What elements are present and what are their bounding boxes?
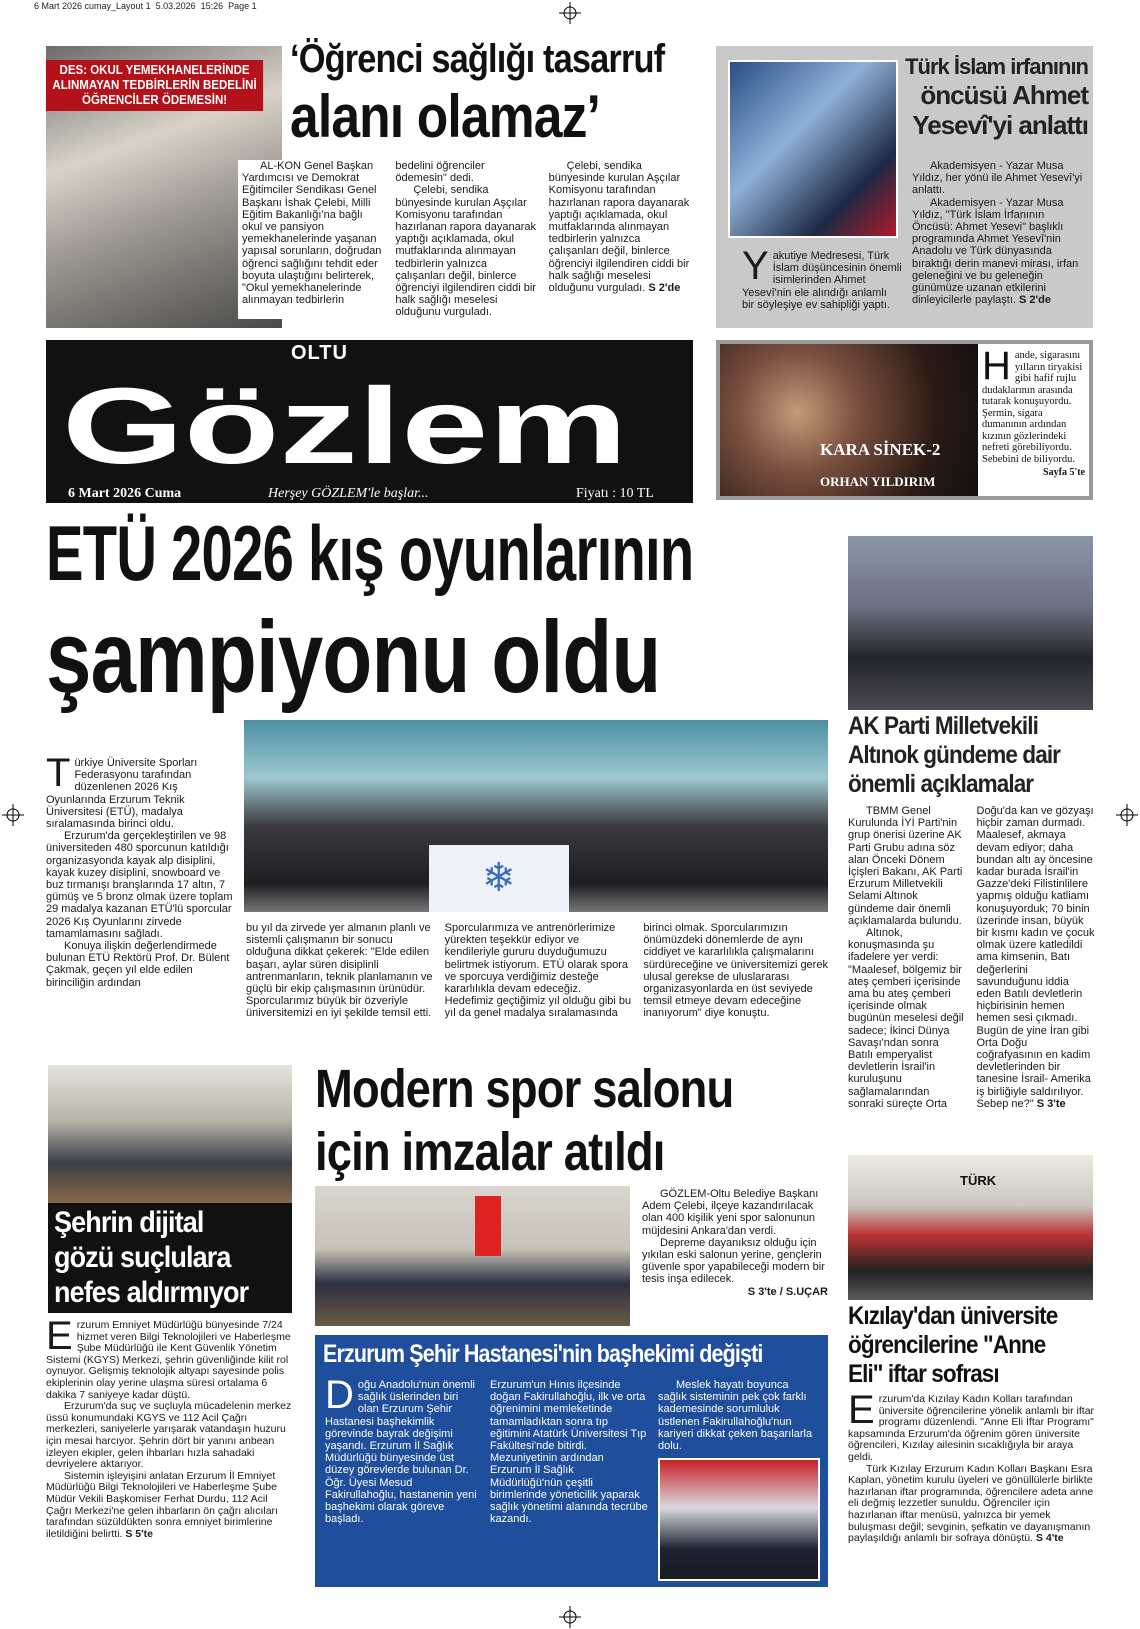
paragraph: Depreme dayanıksız olduğu için yıkılan eski salonun yerine, gençlerin güvenle spor yapabileceği modern bir tesis inşa edilecek. (642, 1236, 825, 1286)
speaker-photo (728, 60, 898, 238)
snowflake-icon: ❄ (482, 856, 516, 900)
headline-line: nefes aldırmıyor (54, 1276, 249, 1309)
headline-line: ‘Öğrenci sağlığı tasarruf (290, 37, 665, 81)
article-body-kizilay (848, 1388, 1095, 1545)
page-ref: S 3'te (1036, 1097, 1066, 1110)
paragraph: Konuya ilişkin değerlendirmede bulunan ETÜ Rektörü Prof. Dr. Bülent Çakmak, geçen yıl elde edilen birinciliğin ardından (46, 940, 230, 989)
registration-mark-icon (559, 2, 581, 24)
headline-line: Türk İslam irfanının (905, 54, 1088, 79)
kizilay-iftar-photo (848, 1155, 1093, 1300)
headline-spor (315, 1058, 813, 1184)
headline-line: şampiyonu oldu (46, 600, 661, 714)
headline-line: Modern spor salonu (315, 1059, 734, 1119)
headline-dijital (48, 1203, 292, 1313)
masthead-oltu: OLTU (291, 342, 348, 364)
headline-line: Yesevî'yi anlattı (912, 110, 1088, 140)
banner-line: DES: OKUL YEMEKHANELERİNDE (59, 63, 250, 77)
article-body-akparti (848, 805, 1095, 1110)
article-body-hastane-col1 (325, 1373, 480, 1526)
turkish-flag (475, 1196, 501, 1256)
paragraph: Çelebi, sendika bünyesinde kurulan Aşçılar Komisyonu tarafından hazırlanan rapora dayanarak yaptığı açıklamada, okul mutfaklarında alınmayan tedbirlerin yalnızca çalışanları değil, binlerce öğrenciyi ilgilendiren ciddi bir halk sağlığı meselesi olduğunu vurguladı. (395, 184, 536, 319)
headline-line: Eli" iftar sofrası (848, 1360, 999, 1388)
headline-ogrenci (290, 36, 700, 152)
paragraph: Altınok, konuşmasında şu ifadelere yer verdi: "Maalesef, bölgemiz bir ateş çemberi içerisinde ama bu ateş çemberi içerisinde olmak bugünün meselesi değil sadece; İkinci Dünya Savaşı'ndan sonra Batılı emperyalist devletlerin İsrail'in kuruluşunu sağlamalarından sonraki süreçte Orta Doğu'da kan ve gözyaşı hiçbir zaman durmadı. Maalesef, akmaya devam ediyor; daha bundan altı ay öncesine kadar burada İsrail'in Gazze'deki Filistinlilere yapmış olduğu katliamı konuşuyorduk; 70 binin üzerinde insan, büyük bir kısmı kadın ve çocuk olmak üzere katledildi ama kimsenin, Batı değerlerini savunduğunu iddia eden Batılı devletlerin hiçbirisinin hemen hemen sesi çıkmadı. Bugün de yine İran gibi Orta Doğu coğrafyasının en kadim devletlerinden bir tanesine İsrail- Amerika iş birliğiyle saldırılıyor. Sebep ne?" (848, 805, 1095, 1110)
column-box-kara-sinek (716, 340, 1093, 500)
paragraph: TBMM Genel Kurulunda İYİ Parti'nin grup önerisi üzerine AK Parti Grubu adına söz alan Önceki Dönem İçişleri Bakanı, AK Parti Erzurum Milletvekili Selami Altınok gündeme dair önemli açıklamalarda bulundu. (848, 805, 963, 927)
column-title: KARA SİNEK-2 (820, 440, 941, 459)
headline-line: AK Parti Milletvekili (848, 712, 1038, 740)
paragraph: Erzurum'un Hınıs ilçesinde doğan Fakirullahoğlu, ilk ve orta öğrenimini memleketinde tamamladıktan sonra tıp eğitimini Atatürk Üniversitesi Tıp Fakültesi'nde bitirdi. Mezuniyetinin ardından Erzurum İl Sağlık Müdürlüğü'nün çeşitli birimlerinde yöneticilik yaparak sağlık yönetimi alanında tecrübe kazandı. (490, 1379, 648, 1526)
control-room-photo (48, 1065, 292, 1205)
paragraph: Çelebi, sendika bünyesinde kurulan Aşçılar Komisyonu tarafından hazırlanan rapora dayanarak yaptığı açıklamada, okul mutfaklarında alınmayan tedbirlerin yalnızca çalışanları değil, binlerce öğrenciyi ilgilendiren ciddi bir halk sağlığı meselesi olduğunu vurguladı. (548, 160, 690, 295)
headline: Erzurum Şehir Hastanesi'nin başhekimi değişti (323, 1340, 763, 1368)
article-body-hastane-col2 (490, 1379, 648, 1525)
headline-line: önemli açıklamalar (848, 770, 1034, 798)
headline-etu (46, 508, 945, 716)
column-excerpt (978, 344, 1089, 496)
paragraph: Akademisyen - Yazar Musa Yıldız, her yönü ile Ahmet Yesevî'yi anlattı. (912, 160, 1083, 197)
headline-line: gözü suçlulara (54, 1241, 231, 1274)
article-body-etu-2 (246, 922, 830, 1020)
headline-line: Şehrin dijital (54, 1206, 204, 1239)
paragraph: Yakutiye Medresesi, Türk İslam düşüncesinin önemli isimlerinden Ahmet Yesevî'nin ele alındığı anlamlı bir söyleşiye ev sahipliği yaptı. (742, 244, 902, 311)
paragraph: AL-KON Genel Başkan Yardımcısı ve Demokrat Eğitimciler Sendikası Genel Başkanı İshak Çelebi, Milli Eğitim Bakanlığı'na bağlı okul ve pansiyon yemekhanelerinde yaşanan yapısal sorunların, doğrudan öğrenci sağlığını tehdit eder boyuta ulaştığını belirterek, "Okul yemekhanelerinde alınmayan tedbirlerin bedelini öğrenciler ödemesin" dedi. (242, 160, 485, 307)
hastane-box (315, 1335, 828, 1587)
signing-ceremony-photo (315, 1186, 630, 1326)
article-body-etu-1 (46, 751, 234, 989)
page-ref: S 2'de (648, 282, 681, 295)
registration-mark-icon (559, 1606, 581, 1628)
headline-line: öncüsü Ahmet (920, 80, 1088, 110)
article-body-yesevi-2 (912, 160, 1087, 306)
paragraph: Türk Kızılay Erzurum Kadın Kolları Başkanı Esra Kaplan, yönetim kurulu üyeleri ve gönüllülerle birlikte hazırlanan iftar programında, öğrencilere adeta anne eli değmiş lezzetler sunuldu. Öğrenciler için hazırlanan iftar menüsü, yalnızca bir yemek buluşması değil; sevginin, şefkatin ve dayanışmanın paylaşıldığı anlamlı bir sofraya dönüştü. (848, 1462, 1094, 1545)
banner-line: ÖĞRENCİLER ÖDEMESİN! (82, 93, 228, 107)
print-slug: 6 Mart 2026 cumay_Layout 1 5.03.2026 15:26 Page 1 (34, 1, 257, 11)
headline-yesevi (898, 54, 1088, 140)
registration-mark-icon (1116, 804, 1138, 826)
paragraph: GÖZLEM-Oltu Belediye Başkanı Adem Çelebi, ilçeye kazandırılacak olan 400 kişilik yeni spor salonunun müjdesini Ankara'dan verdi. (642, 1188, 819, 1237)
paragraph: Türkiye Üniversite Sporları Federasyonu tarafından düzenlenen 2026 Kış Oyunlarında Erzurum Teknik Üniversitesi (ETÜ), madalya sıralamasında birinci oldu. (46, 751, 198, 831)
article-body-dijital (46, 1314, 294, 1540)
headline-line: Kızılay'dan üniversite (848, 1302, 1058, 1330)
article-body-hastane-col3 (658, 1379, 820, 1581)
article-body-ogrenci (238, 160, 690, 319)
author-photo (720, 344, 978, 496)
masthead (46, 340, 693, 503)
chief-physician-photo (658, 1458, 820, 1581)
paragraph: Erzurum'da Kızılay Kadın Kolları tarafından üniversite öğrencilerine yönelik anlamlı bir iftar programı düzenlendi. "Anne Eli İftar Programı" kapsamında Erzurum'da öğrenim gören üniversite öğrencileri, Kızılay ailesinin sıcaklığıyla bir araya geldi. (848, 1388, 1095, 1463)
page-ref: S 3'te / S.UÇAR (747, 1285, 828, 1298)
column-author: ORHAN YILDIRIM (820, 474, 936, 489)
headline-line: ETÜ 2026 kış oyunlarının (46, 509, 694, 597)
paragraph: Akademisyen - Yazar Musa Yıldız, "Türk İslam İrfanının Öncüsü: Ahmet Yesevi" başlıklı programında Ahmet Yesevî'nin Anadolu ve Türk dünyasında bıraktığı derin manevi mirası, irfan geleneğini ve bu geleneğin günümüze uzanan etkilerini dinleyicilerle paylaştı. (912, 196, 1079, 307)
headline-akparti (848, 712, 1098, 799)
headline-kizilay (848, 1302, 1098, 1389)
page-ref: S 2'de (1019, 294, 1051, 307)
paragraph: Erzurum'da suç ve suçluyla mücadelenin merkez üssü konumundaki KGYS ve 112 Acil Çağrı merkezleri, saniyelerle yarışarak vatandaşın huzuru için mesai harcıyor. Şehrin dört bir yanını anbean izleyen ekipler, gelen ihbarları hızla sahadaki devriyelere aktarıyor. (46, 1400, 292, 1471)
mp-photo (848, 536, 1093, 710)
issue-date: 6 Mart 2026 Cuma (68, 486, 182, 501)
registration-mark-icon (2, 804, 24, 826)
headline-line: için imzalar atıldı (315, 1122, 665, 1182)
paragraph: Meslek hayatı boyunca sağlık sisteminin pek çok farklı kademesinde sorumluluk üstlenen Fakirullahoğlu'nun kariyeri dikkat çeken başarılarla dolu. (658, 1379, 813, 1453)
paragraph: Erzurum'da gerçekleştirilen ve 98 üniversiteden 480 sporcunun katıldığı organizasyonda kayak alp disiplini, kayak kuzey disiplini, snowboard ve buz tırmanışı branşlarında 17 altın, 7 gümüş ve 5 bronz olmak üzere toplam 29 madalya kazanan ETÜ'lü sporcular 2026 Kış Oyunlarını zirvede tamamlamasını sağladı. (46, 830, 233, 940)
price: Fiyatı : 10 TL (576, 486, 654, 501)
paragraph: Erzurum Emniyet Müdürlüğü bünyesinde 7/24 hizmet veren Bilgi Teknolojileri ve Haberleşme Şube Müdürlüğü ile Kent Güvenlik Yönetim Sistemi (KGYS) Merkezi, şehrin güvenliğinde kilit rol oynuyor. Gelişmiş teknolojik altyapı sayesinde polis ekiplerinin olay yerine ulaşma süresi ortalama 6 dakika 7 saniyeye kadar düştü. (46, 1314, 291, 1401)
photo-sign-text: TÜRK (960, 1173, 997, 1188)
headline-line: Altınok gündeme dair (848, 741, 1061, 769)
headline-line: alanı olamaz’ (290, 83, 601, 150)
paragraph: Hande, sigarasını yılların tiryakisi gibi hafif rujlu dudaklarının arasında tutarak konuşuyordu. Şermin, sigara dumanının ardından kızının gözlerindeki nefreti görebiliyordu. Sebebini de biliyordu. (982, 344, 1083, 465)
article-body-spor (642, 1188, 828, 1298)
paragraph: bu yıl da zirvede yer almanın planlı ve sistemli çalışmanın bir sonucu olduğuna dikkat çekerek: "Elde edilen başarı, aylar süren disiplinli antrenmanların, teknik planlamanın ve güçlü bir ekip çalışmasının ürünüdür. Sporcularımız büyük bir özveriyle üniversitemizi en iyi şekilde temsil etti. Sporcularımıza ve antrenörlerimize yürekten teşekkür ediyor ve kendileriyle gururu duyduğumuzu belirtmek istiyorum. ETÜ olarak spora ve sporcuya verdiğimiz desteğe kararlılıkla devam edeceğiz. Hedefimiz geçtiğimiz yıl olduğu gibi bu yıl da genel madalya sıralamasında birinci olmak. Sporcularımızın önümüzdeki dönemlerde de aynı ciddiyet ve kararlılıkla çalışmalarını sürdüreceğine ve üniversitemizi gerek ulusal gerekse de uluslararası organizasyonlarda en üst seviyede temsil etmeye devam edeceğine inanıyorum" diye konuştu. (246, 922, 828, 1020)
paragraph: Sistemin işleyişini anlatan Erzurum İl Emniyet Müdürlüğü Bilgi Teknolojileri ve Haberleşme Şube Müdür Vekili Başkomiser Ferhat Durdu, 112 Acil Çağrı Merkezi'ne gelen ihbarların ön çağrı alıcıları tarafından süzüldükten sonra emniyet birimlerine iletildiğini belirtti. (46, 1469, 278, 1540)
slogan: Herşey GÖZLEM'le başlar... (268, 486, 429, 501)
article-body-yesevi-1 (742, 244, 902, 311)
paragraph: Doğu Anadolu'nun önemli sağlık üslerinden biri olan Erzurum Şehir Hastanesi başhekimlik görevinde bayrak değişimi yaşandı. Erzurum İl Sağlık Müdürlüğü bünyesinde üst düzey görevlerde bulunan Dr. Öğr. Üyesi Mesud Fakirullahoğlu, hastanenin yeni başhekimi olarak göreve başladı. (325, 1373, 477, 1526)
red-banner (46, 60, 263, 111)
banner-line: ALINMAYAN TEDBİRLERİN BEDELİNİ (52, 78, 257, 92)
masthead-title: Gözlem (62, 365, 628, 486)
page-ref: S 5'te (125, 1527, 153, 1540)
etu-team-photo (244, 720, 828, 912)
page-ref: S 4'te (1035, 1532, 1064, 1545)
headline-line: öğrencilerine "Anne (848, 1331, 1046, 1359)
page-ref: Sayfa 5'te (1043, 467, 1085, 478)
